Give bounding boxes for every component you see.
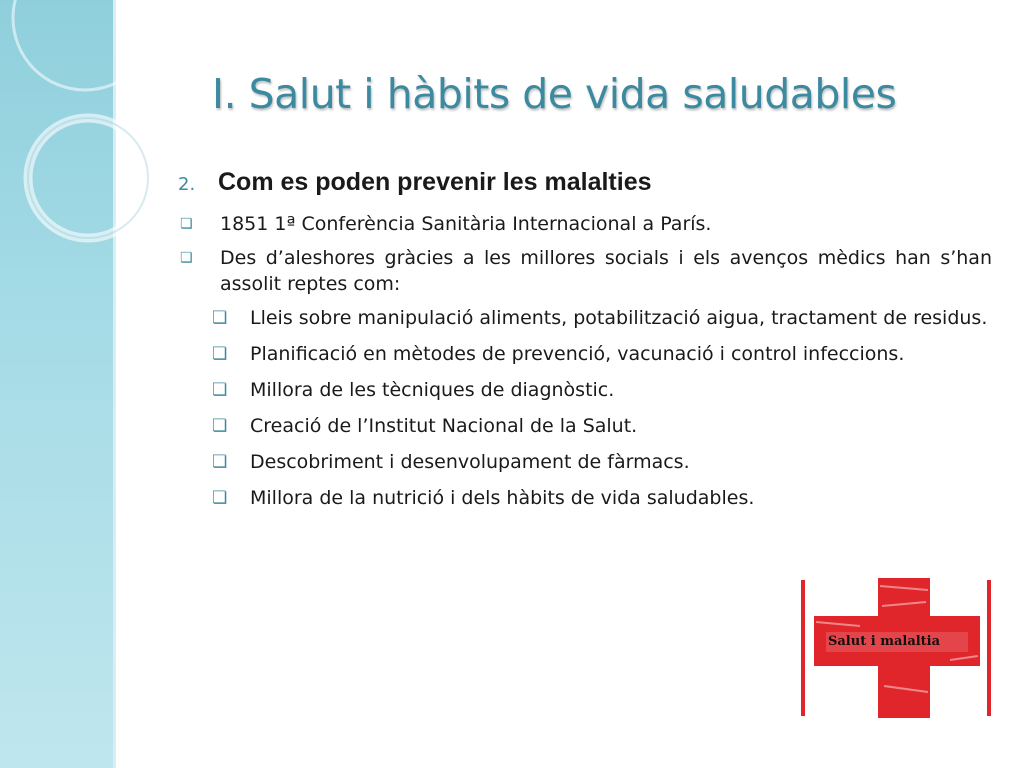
section-number: 2. xyxy=(178,174,196,195)
checkbox-square-icon: ❏ xyxy=(212,452,228,472)
sub-list-item-text: Planificació en mètodes de prevenció, vacunació i control infeccions. xyxy=(250,343,905,365)
logo-label: Salut i malaltia xyxy=(828,634,941,649)
small-square-bullet-icon: ❏ xyxy=(180,216,193,232)
slide-title: I. Salut i hàbits de vida saludables xyxy=(212,70,897,118)
side-decoration-panel xyxy=(0,0,113,768)
sub-list xyxy=(212,305,992,511)
list-item xyxy=(178,245,992,297)
small-square-bullet-icon: ❏ xyxy=(180,250,193,266)
checkbox-square-icon: ❏ xyxy=(212,308,228,328)
sub-list-item xyxy=(212,485,992,511)
sub-list-item-text: Millora de les tècniques de diagnòstic. xyxy=(250,379,615,401)
list-item-text: Des d’aleshores gràcies a les millores socials i els avenços mèdics han s’han assolit reptes com: xyxy=(220,247,992,295)
sub-list-item xyxy=(212,377,992,403)
slide-content xyxy=(178,168,992,521)
checkbox-square-icon: ❏ xyxy=(212,488,228,508)
sub-list-item-text: Creació de l’Institut Nacional de la Salut. xyxy=(250,415,638,437)
sub-list-item xyxy=(212,449,992,475)
list-item xyxy=(178,211,992,237)
sub-list-item-text: Descobriment i desenvolupament de fàrmacs. xyxy=(250,451,690,473)
list-item-text: 1851 1ª Conferència Sanitària Internacional a París. xyxy=(220,213,712,235)
sub-list-item xyxy=(212,413,992,439)
sub-list-item xyxy=(212,305,992,331)
section-heading xyxy=(178,168,992,197)
checkbox-square-icon: ❏ xyxy=(212,380,228,400)
sub-list-item-text: Millora de la nutrició i dels hàbits de vida saludables. xyxy=(250,487,755,509)
checkbox-square-icon: ❏ xyxy=(212,344,228,364)
sub-list-item-text: Lleis sobre manipulació aliments, potabilització aigua, tractament de residus. xyxy=(250,307,988,329)
side-divider xyxy=(113,0,116,768)
section-heading-text: Com es poden prevenir les malalties xyxy=(218,168,652,196)
red-cross-logo xyxy=(800,576,992,720)
checkbox-square-icon: ❏ xyxy=(212,416,228,436)
sub-list-item xyxy=(212,341,992,367)
